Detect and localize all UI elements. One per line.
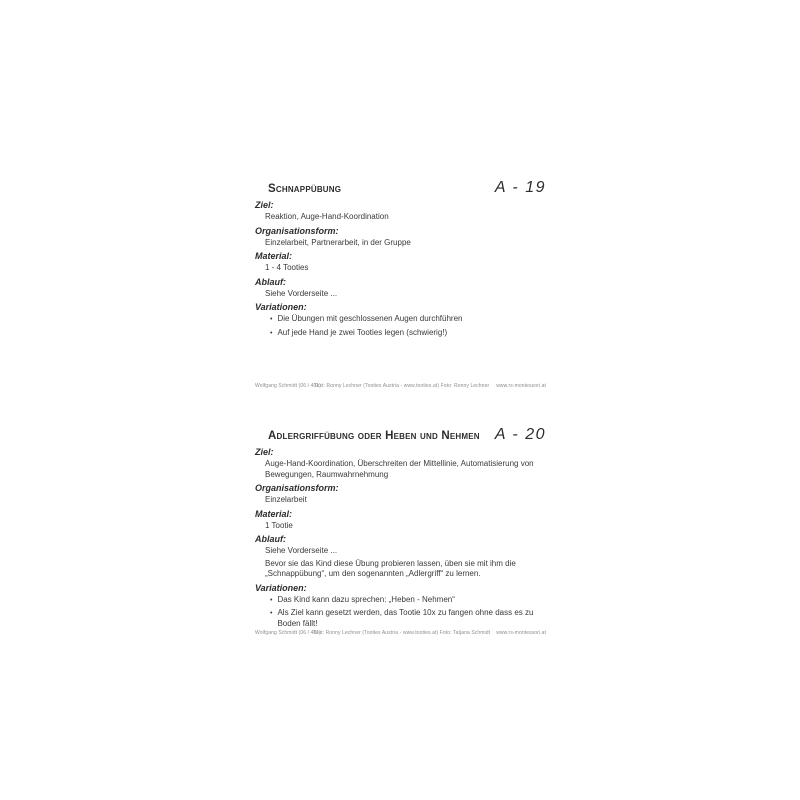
list-item (270, 608, 534, 629)
section-text: 1 - 4 Tooties (265, 263, 309, 272)
section-text: Einzelarbeit (265, 495, 307, 504)
bullet-dot-icon (270, 328, 272, 340)
section-label-organisationsform: Organisationsform: (255, 225, 339, 236)
footer-author: Wolfgang Schmidt (06 / 401) (255, 383, 321, 389)
section-label-ziel: Ziel: (255, 200, 274, 210)
exercise-card-a20 (255, 427, 546, 639)
card-code: A - 20 (494, 426, 546, 443)
section-text: Auge-Hand-Koordination, Überschreiten der Mittellinie, Automatisierung von Bewegungen, Raumwahrnehmung (265, 459, 534, 479)
section-text: Siehe Vorderseite ... (265, 546, 338, 555)
card-header (255, 427, 546, 444)
footer-website: www.rs-montessori.at (496, 630, 546, 636)
section-text: Bevor sie das Kind diese Übung probieren lassen, üben sie mit ihm die „Schnappübung“, um den sogenannten „Adlergriff“ zu lernen. (265, 558, 516, 578)
list-item (270, 314, 534, 326)
card-title: Adlergriffübung oder Heben und Nehmen (268, 430, 480, 442)
card-code: A - 19 (494, 179, 546, 196)
list-item-text: Die Übungen mit geschlossenen Augen durchführen (277, 314, 463, 323)
exercise-card-a19 (255, 180, 546, 392)
section-text: 1 Tootie (265, 520, 293, 530)
bullet-dot-icon (270, 314, 272, 326)
section-label-ablauf: Ablauf: (255, 534, 286, 544)
footer-credits: Text: Ronny Lechner (Tooties Austria - www.tooties.at) Foto: Ronny Lechner (313, 383, 490, 389)
section-label-ablauf: Ablauf: (255, 276, 286, 287)
section-label-ziel: Ziel: (255, 447, 274, 457)
card-footer (255, 383, 546, 389)
list-item (270, 595, 534, 607)
card-title: Schnappübung (268, 183, 342, 195)
section-label-organisationsform: Organisationsform: (255, 483, 339, 493)
bullet-dot-icon (270, 608, 272, 629)
list-item-text: Das Kind kann dazu sprechen: „Heben - Nehmen“ (277, 594, 455, 604)
section-text: Siehe Vorderseite ... (265, 288, 338, 298)
section-label-material: Material: (255, 251, 293, 261)
list-item-text: Als Ziel kann gesetzt werden, das Tootie 10x zu fangen ohne dass es zu Boden fällt! (277, 608, 534, 628)
footer-author: Wolfgang Schmidt (06 / 401) (255, 630, 321, 636)
section-text: Einzelarbeit, Partnerarbeit, in der Gruppe (265, 237, 411, 247)
footer-credits: Text: Ronny Lechner (Tooties Austria - www.tooties.at) Foto: Tatjana Schmidt (313, 630, 491, 636)
section-label-variationen: Variationen: (255, 582, 307, 593)
card-footer (255, 630, 546, 636)
section-label-variationen: Variationen: (255, 302, 307, 312)
card-header (255, 180, 546, 197)
list-item (270, 328, 534, 340)
list-item-text: Auf jede Hand je zwei Tooties legen (schwierig!) (277, 327, 448, 337)
section-label-material: Material: (255, 508, 293, 519)
footer-website: www.rs-montessori.at (496, 383, 546, 389)
section-text: Reaktion, Auge-Hand-Koordination (265, 212, 389, 221)
bullet-dot-icon (270, 595, 272, 607)
